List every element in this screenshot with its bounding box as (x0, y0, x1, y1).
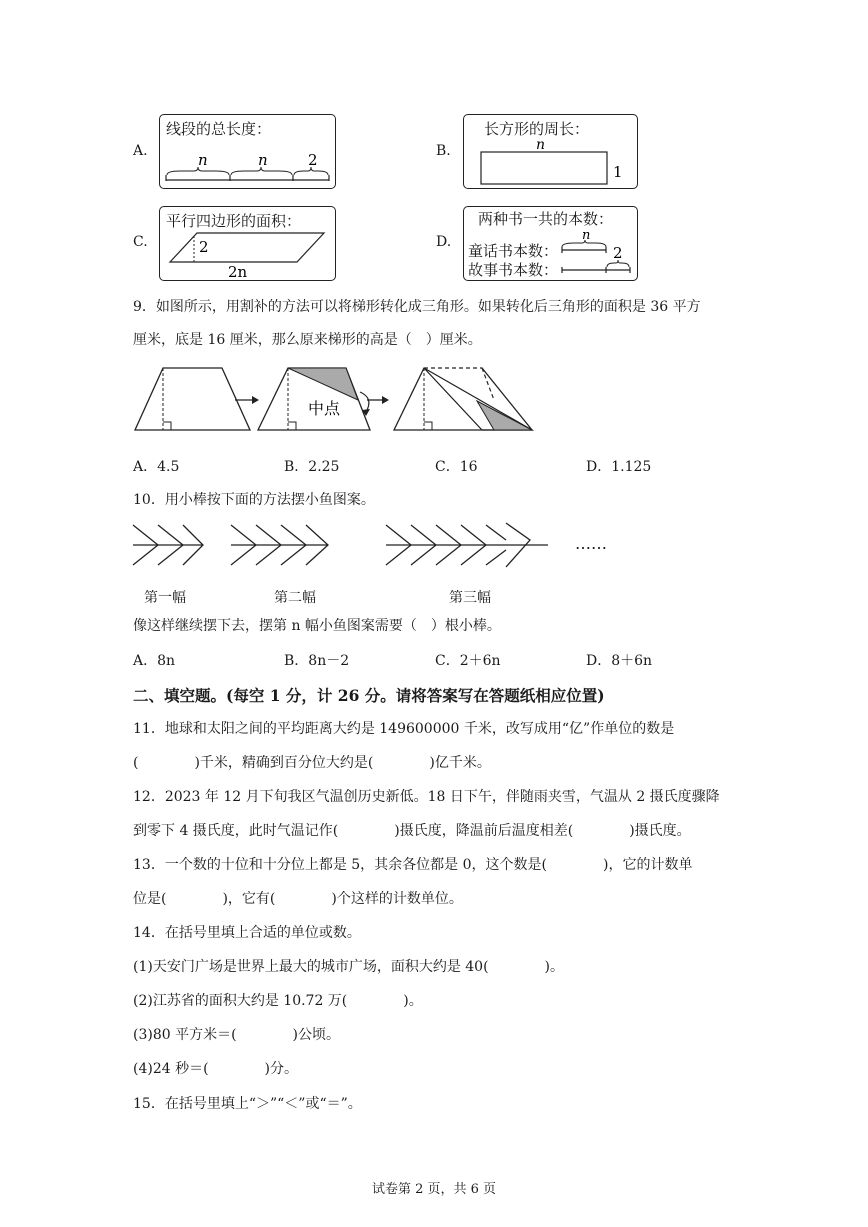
q10-text: 10．用小棒按下面的方法摆小鱼图案。 (133, 492, 375, 508)
q12-line2: 到零下 4 摄氏度，此时气温记作( )摄氏度，降温前后温度相差( )摄氏度。 (133, 823, 691, 839)
label-base-2n: 2n (228, 263, 248, 280)
q14-item-2: (2)江苏省的面积大约是 10.72 万( )。 (133, 993, 423, 1009)
fish-ellipsis: …… (575, 534, 607, 553)
fairy-tale-label: 童话书本数： (468, 242, 559, 260)
q8-option-d-box (463, 206, 638, 281)
q10-option-d[interactable]: D．8＋6n (586, 653, 653, 669)
label-n-1: n (198, 151, 208, 169)
q12-line1: 12．2023 年 12 月下旬我区气温创历史新低。18 日下午，伴随雨夹雪，气温从 2 摄氏度骤降 (133, 789, 720, 805)
label-n-2: n (258, 151, 268, 169)
q11-line2: ( )千米，精确到百分位大约是( )亿千米。 (133, 755, 491, 771)
q8-option-a-box (159, 114, 336, 189)
fish-caption-3: 第三幅 (449, 590, 491, 606)
label-height-2: 2 (199, 238, 209, 256)
rectangle-diagram (464, 115, 637, 188)
q10-question: 像这样继续摆下去，摆第 n 幅小鱼图案需要（ ）根小棒。 (133, 618, 501, 634)
label-1: 1 (613, 163, 623, 181)
book-bar-diagram (464, 207, 637, 280)
q9-option-b[interactable]: B．2.25 (284, 459, 340, 475)
fish-pattern-figure (128, 515, 548, 581)
q14-item-3: (3)80 平方米＝( )公顷。 (133, 1027, 341, 1043)
q10-option-b[interactable]: B．8n－2 (284, 653, 350, 669)
label-2: 2 (613, 244, 623, 262)
q9-text-line1: 9．如图所示，用割补的方法可以将梯形转化成三角形。如果转化后三角形的面积是 36 平方 (133, 299, 701, 315)
q9-option-c[interactable]: C．16 (435, 459, 478, 475)
q8-option-c-box (159, 206, 336, 281)
q8-option-b-title: 长方形的周长： (484, 120, 590, 138)
label-2: 2 (308, 151, 318, 169)
midpoint-label: 中点 (308, 399, 341, 418)
q8-option-c-title: 平行四边形的面积： (166, 212, 302, 230)
q14-item-1: (1)天安门广场是世界上最大的城市广场，面积大约是 40( )。 (133, 959, 565, 975)
q8-option-a-title: 线段的总长度： (166, 120, 272, 138)
q8-option-d-title: 两种书一共的本数： (478, 210, 614, 228)
q13-line2: 位是( )，它有( )个这样的计数单位。 (133, 891, 463, 907)
q14-title: 14．在括号里填上合适的单位或数。 (133, 925, 361, 941)
section-2-title: 二、填空题。(每空 1 分，计 26 分。请将答案写在答题纸相应位置) (133, 686, 605, 705)
q8-option-c-letter: C. (133, 234, 148, 250)
story-book-label: 故事书本数： (468, 261, 559, 279)
q10-option-a[interactable]: A．8n (133, 653, 176, 669)
q11-line1: 11．地球和太阳之间的平均距离大约是 149600000 千米，改写成用“亿”作单位的数是 (133, 721, 675, 737)
label-n: n (536, 137, 546, 153)
trapezoid-transform-figure (130, 360, 540, 435)
q13-line1: 13．一个数的十位和十分位上都是 5，其余各位都是 0，这个数是( )，它的计数单 (133, 857, 693, 873)
q8-option-d-letter: D. (436, 234, 452, 250)
line-segment-diagram (160, 115, 335, 188)
q8-option-b-letter: B. (436, 143, 451, 159)
q14-item-4: (4)24 秒＝( )分。 (133, 1061, 299, 1077)
q10-option-c[interactable]: C．2＋6n (435, 653, 501, 669)
fish-caption-2: 第二幅 (274, 590, 316, 606)
q9-text-line2: 厘米，底是 16 厘米，那么原来梯形的高是（ ）厘米。 (133, 332, 482, 348)
q9-option-d[interactable]: D．1.125 (586, 459, 652, 475)
q8-option-b-box (463, 114, 638, 189)
label-n: n (582, 228, 591, 243)
q9-option-a[interactable]: A．4.5 (133, 459, 180, 475)
q8-option-a-letter: A. (133, 143, 148, 159)
q15-title: 15．在括号里填上“＞”“＜”或“＝”。 (133, 1096, 362, 1112)
page-footer: 试卷第 2 页，共 6 页 (371, 1182, 497, 1197)
parallelogram-diagram (160, 207, 335, 280)
fish-caption-1: 第一幅 (144, 590, 186, 606)
